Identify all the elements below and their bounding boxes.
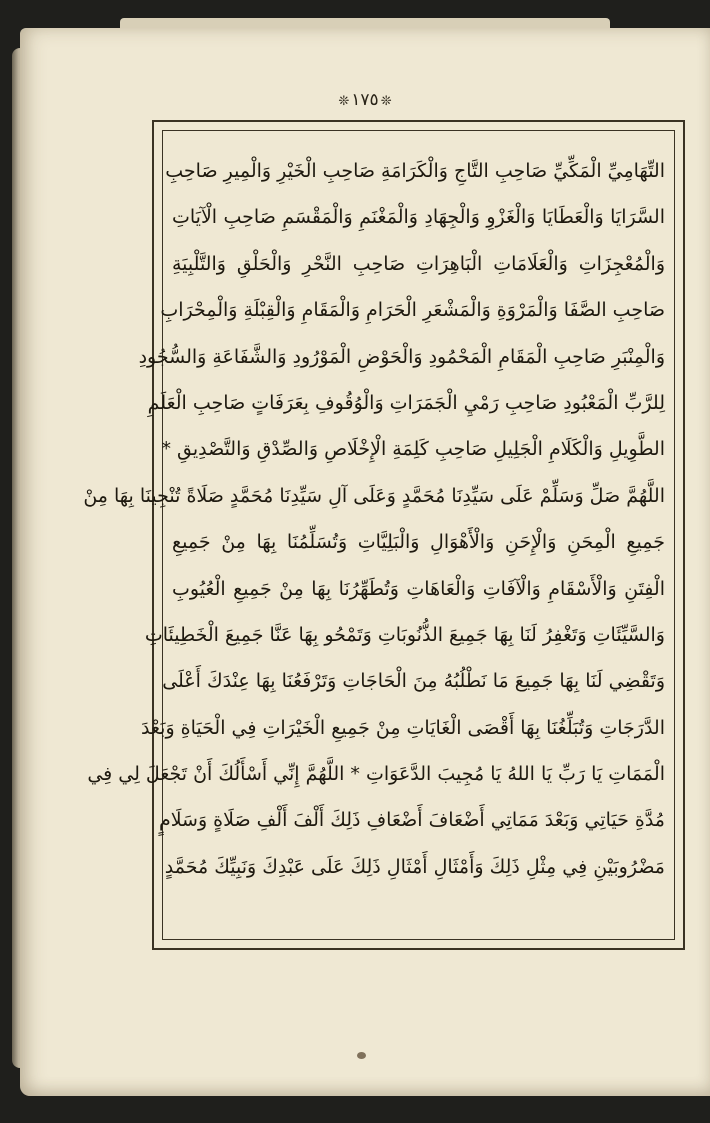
ornament-left-icon: ❊ — [338, 94, 350, 109]
ornament-right-icon: ❊ — [380, 94, 392, 109]
text-line: الدَّرَجَاتِ وَتُبَلِّغُنَا بِهَا أَقْصَى الْغَايَاتِ مِنْ جَمِيعِ الْخَيْرَاتِ فِي الْحَيَاةِ وَبَعْدَ — [141, 716, 665, 739]
text-line: جَمِيعِ الْمِحَنِ وَالْإِحَنِ وَالْأَهْوَالِ وَالْبَلِيَّاتِ وَتُسَلِّمُنَا بِهَا مِنْ جَمِيعِ — [172, 531, 665, 554]
page-number: ١٧٥ — [351, 90, 379, 110]
text-frame — [83, 120, 685, 950]
ink-stain — [357, 1052, 366, 1059]
text-line: وَالْمِنْبَرِ صَاحِبِ الْمَقَامِ الْمَحْمُودِ وَالْحَوْضِ الْمَوْرُودِ وَالشَّفَاعَةِ وَالسُّجُودِ — [138, 345, 665, 368]
text-line: الْفِتَنِ وَالْأَسْقَامِ وَالْآفَاتِ وَالْعَاهَاتِ وَتُطَهِّرُنَا بِهَا مِنْ جَمِيعِ الْعُيُوبِ — [172, 577, 665, 600]
text-line: الْمَمَاتِ يَا رَبِّ يَا اللهُ يَا مُجِيبَ الدَّعَوَاتِ * اللَّهُمَّ إِنِّي أَسْأَلُكَ أَنْ تَجْعَلَ لِي فِي — [87, 763, 665, 786]
text-line: صَاحِبِ الصَّفَا وَالْمَرْوَةِ وَالْمَشْعَرِ الْحَرَامِ وَالْمَقَامِ وَالْقِبْلَةِ وَالْمِحْرَابِ — [160, 299, 665, 322]
text-line: مَضْرُوبَيْنِ فِي مِثْلِ ذَلِكَ وَأَمْثَالِ أَمْثَالِ ذَلِكَ عَلَى عَبْدِكَ وَنَبِيِّكَ مُحَمَّدٍ — [164, 855, 665, 878]
text-line: مُدَّةِ حَيَاتِي وَبَعْدَ مَمَاتِي أَضْعَافَ أَضْعَافِ ذَلِكَ أَلْفَ أَلْفِ صَلَاةٍ وَسَلَامٍ — [158, 809, 665, 832]
text-line: الطَّوِيلِ وَالْكَلَامِ الْجَلِيلِ صَاحِبِ كَلِمَةِ الْإِخْلَاصِ وَالصِّدْقِ وَالتَّصْدِيقِ * — [161, 438, 665, 461]
text-line: وَالْمُعْجِزَاتِ وَالْعَلَامَاتِ الْبَاهِرَاتِ صَاحِبِ النَّحْرِ وَالْحَلْقِ وَالتَّلْبِيَةِ — [172, 252, 665, 275]
text-line: السَّرَايَا وَالْعَطَايَا وَالْغَزْوِ وَالْجِهَادِ وَالْمَغْنَمِ وَالْمَقْسَمِ صَاحِبِ الْآيَاتِ — [172, 206, 665, 229]
text-line: وَالسَّيِّئَاتِ وَتَغْفِرُ لَنَا بِهَا جَمِيعَ الذُّنُوبَاتِ وَتَمْحُو بِهَا عَنَّا جَمِيعَ الْخَطِيئَاتِ — [144, 623, 665, 646]
text-line: وَتَقْضِي لَنَا بِهَا جَمِيعَ مَا نَطْلُبُهُ مِنَ الْحَاجَاتِ وَتَرْفَعُنَا بِهَا عِنْدَكَ أَعْلَى — [162, 670, 665, 693]
text-line: لِلرَّبِّ الْمَعْبُودِ صَاحِبِ رَمْيِ الْجَمَرَاتِ وَالْوُقُوفِ بِعَرَفَاتٍ صَاحِبِ الْعَلَمِ — [147, 391, 665, 414]
text-block — [83, 148, 665, 890]
text-line: اللَّهُمَّ صَلِّ وَسَلِّمْ عَلَى سَيِّدِنَا مُحَمَّدٍ وَعَلَى آلِ سَيِّدِنَا مُحَمَّدٍ صَلَاةً تُنْجِينَا بِهَا مِنْ — [83, 484, 665, 507]
text-line: التِّهَامِيِّ الْمَكِّيِّ صَاحِبِ التَّاجِ وَالْكَرَامَةِ صَاحِبِ الْخَيْرِ وَالْمِيرِ صَاحِبِ — [165, 160, 665, 182]
page-number-header — [20, 90, 710, 110]
